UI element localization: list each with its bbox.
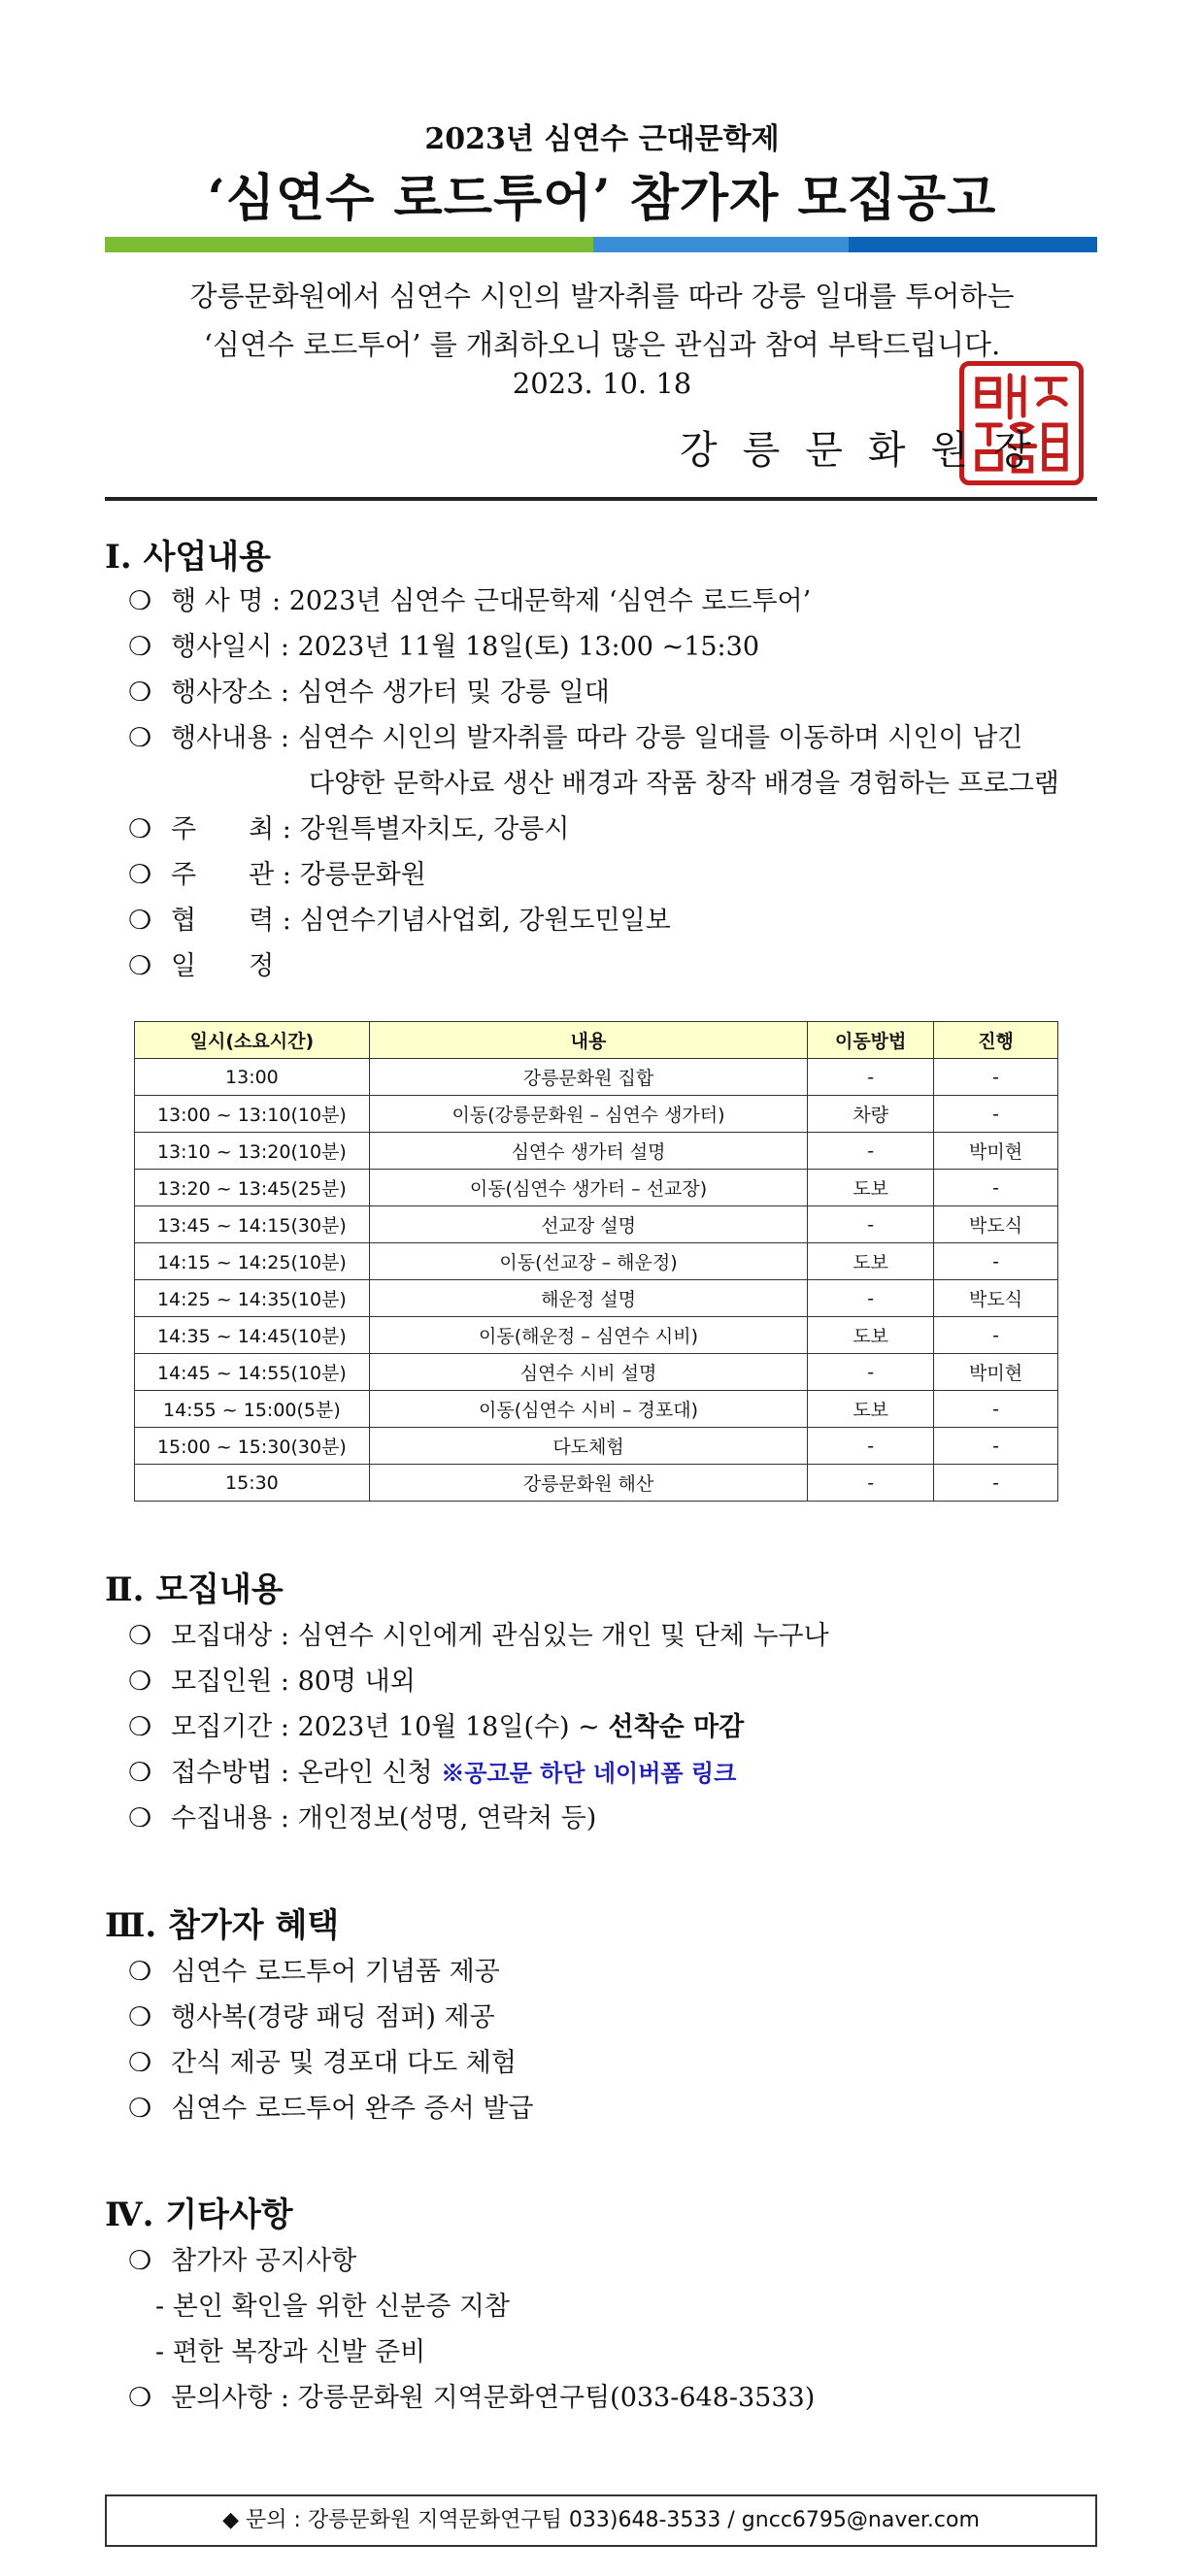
intro-text xyxy=(0,272,1204,369)
section-1-title: Ⅰ. 사업내용 xyxy=(105,538,271,577)
bullet-icon: ❍ xyxy=(128,951,152,981)
recruit-target: ❍ 모집대상 : 심연수 시인에게 관심있는 개인 및 단체 누구나 xyxy=(128,1617,829,1656)
table-row: 14:55 ~ 15:00(5분) 이동(심연수 시비 – 경포대) 도보 - xyxy=(135,1391,1058,1428)
table-row: 14:45 ~ 14:55(10분) 심연수 시비 설명 - 박미현 xyxy=(135,1354,1058,1391)
bullet-icon: ❍ xyxy=(128,2246,152,2276)
first-come-deadline: 선착순 마감 xyxy=(608,1712,745,1742)
bullet-icon: ❍ xyxy=(128,1667,152,1697)
page-title: ‘심연수 로드투어’ 참가자 모집공고 xyxy=(207,169,997,228)
bullet-icon: ❍ xyxy=(128,906,152,936)
col-header-content: 내용 xyxy=(369,1022,807,1059)
recruit-collect: ❍ 수집내용 : 개인정보(성명, 연락처 등) xyxy=(128,1800,596,1838)
bullet-icon: ❍ xyxy=(128,2002,152,2032)
col-header-time: 일시(소요시간) xyxy=(135,1022,370,1059)
event-subtitle: 2023년 심연수 근대문학제 xyxy=(424,122,780,156)
table-row: 15:00 ~ 15:30(30분) 다도체험 - - xyxy=(135,1428,1058,1465)
announcement-date: 2023. 10. 18 xyxy=(512,367,692,400)
notice-sub-id: - 본인 확인을 위한 신분증 지참 xyxy=(155,2292,511,2322)
notice-item: ❍ 참가자 공지사항 xyxy=(128,2242,356,2281)
notice-sub-clothing: - 편한 복장과 신발 준비 xyxy=(155,2337,426,2367)
bullet-icon: ❍ xyxy=(128,1621,152,1651)
section-4-title: Ⅳ. 기타사항 xyxy=(105,2196,293,2234)
section-3-title: Ⅲ. 참가자 혜택 xyxy=(105,1906,340,1945)
color-bar xyxy=(105,237,1097,252)
info-organizer: ❍ 주 관 : 강릉문화원 xyxy=(128,856,426,895)
bullet-icon: ❍ xyxy=(128,723,152,753)
bullet-icon: ❍ xyxy=(128,1758,152,1788)
table-row: 14:25 ~ 14:35(10분) 해운정 설명 - 박도식 xyxy=(135,1280,1058,1317)
info-cooperation: ❍ 협 력 : 심연수기념사업회, 강원도민일보 xyxy=(128,902,671,941)
bullet-icon: ❍ xyxy=(128,814,152,844)
naver-form-link-note: ※공고문 하단 네이버폼 링크 xyxy=(441,1759,737,1787)
color-bar-lightblue xyxy=(593,237,849,252)
bullet-icon: ❍ xyxy=(128,1803,152,1833)
bullet-icon: ❍ xyxy=(128,1957,152,1987)
bullet-icon: ❍ xyxy=(128,677,152,708)
intro-line-2: ‘심연수 로드투어’ 를 개최하오니 많은 관심과 참여 부탁드립니다. xyxy=(203,328,1001,361)
benefit-item: ❍ 심연수 로드투어 기념품 제공 xyxy=(128,1953,500,1992)
section-2-title: Ⅱ. 모집내용 xyxy=(105,1570,284,1609)
recruit-count: ❍ 모집인원 : 80명 내외 xyxy=(128,1663,416,1701)
info-schedule-label: ❍ 일 정 xyxy=(128,947,274,986)
color-bar-blue xyxy=(849,237,1097,252)
color-bar-green xyxy=(105,237,593,252)
info-event-content-continued: 다양한 문학사료 생산 배경과 작품 창작 배경을 경험하는 프로그램 xyxy=(309,769,1059,799)
info-event-name: ❍ 행 사 명 : 2023년 심연수 근대문학제 ‘심연수 로드투어’ xyxy=(128,582,811,621)
table-row: 13:45 ~ 14:15(30분) 선교장 설명 - 박도식 xyxy=(135,1206,1058,1243)
bullet-icon: ❍ xyxy=(128,860,152,890)
bullet-icon: ❍ xyxy=(128,1712,152,1742)
bullet-icon: ❍ xyxy=(128,586,152,616)
inquiry-item: ❍ 문의사항 : 강릉문화원 지역문화연구팀(033-648-3533) xyxy=(128,2379,815,2418)
table-row: 13:00 강릉문화원 집합 - - xyxy=(135,1059,1058,1096)
table-row: 13:20 ~ 13:45(25분) 이동(심연수 생가터 – 선교장) 도보 - xyxy=(135,1170,1058,1206)
table-row: 13:10 ~ 13:20(10분) 심연수 생가터 설명 - 박미현 xyxy=(135,1133,1058,1170)
benefit-item: ❍ 행사복(경량 패딩 점퍼) 제공 xyxy=(128,1998,495,2037)
col-header-transport: 이동방법 xyxy=(808,1022,934,1059)
table-row: 14:15 ~ 14:25(10분) 이동(선교장 – 해운정) 도보 - xyxy=(135,1243,1058,1280)
bullet-icon: ❍ xyxy=(128,2094,152,2124)
schedule-table xyxy=(134,1021,1058,1502)
bullet-icon: ❍ xyxy=(128,2383,152,2413)
recruit-method: ❍ 접수방법 : 온라인 신청 ※공고문 하단 네이버폼 링크 xyxy=(128,1754,736,1793)
schedule-header-row xyxy=(135,1022,1058,1059)
info-event-datetime: ❍ 행사일시 : 2023년 11월 18일(토) 13:00 ~15:30 xyxy=(128,628,759,667)
info-event-place: ❍ 행사장소 : 심연수 생가터 및 강릉 일대 xyxy=(128,674,610,712)
recruit-period: ❍ 모집기간 : 2023년 10월 18일(수) ~ 선착순 마감 xyxy=(128,1708,744,1747)
contact-footer: ◆ 문의 : 강릉문화원 지역문화연구팀 033)648-3533 / gncc6795@naver.com xyxy=(105,2494,1097,2547)
intro-line-1: 강릉문화원에서 심연수 시인의 발자취를 따라 강릉 일대를 투어하는 xyxy=(189,280,1015,313)
header-divider xyxy=(105,497,1097,501)
bullet-icon: ❍ xyxy=(128,2048,152,2078)
table-row: 13:00 ~ 13:10(10분) 이동(강릉문화원 – 심연수 생가터) 차량 - xyxy=(135,1096,1058,1133)
info-host: ❍ 주 최 : 강원특별자치도, 강릉시 xyxy=(128,810,569,849)
table-row: 14:35 ~ 14:45(10분) 이동(해운정 – 심연수 시비) 도보 - xyxy=(135,1317,1058,1354)
organization-name: 강릉문화원장 xyxy=(680,428,1056,473)
bullet-icon: ❍ xyxy=(128,632,152,662)
col-header-guide: 진행 xyxy=(934,1022,1058,1059)
table-row: 15:30 강릉문화원 해산 - - xyxy=(135,1465,1058,1502)
benefit-item: ❍ 간식 제공 및 경포대 다도 체험 xyxy=(128,2044,517,2083)
benefit-item: ❍ 심연수 로드투어 완주 증서 발급 xyxy=(128,2090,533,2129)
info-event-content: ❍ 행사내용 : 심연수 시인의 발자취를 따라 강릉 일대를 이동하며 시인이 남긴 xyxy=(128,719,1022,758)
